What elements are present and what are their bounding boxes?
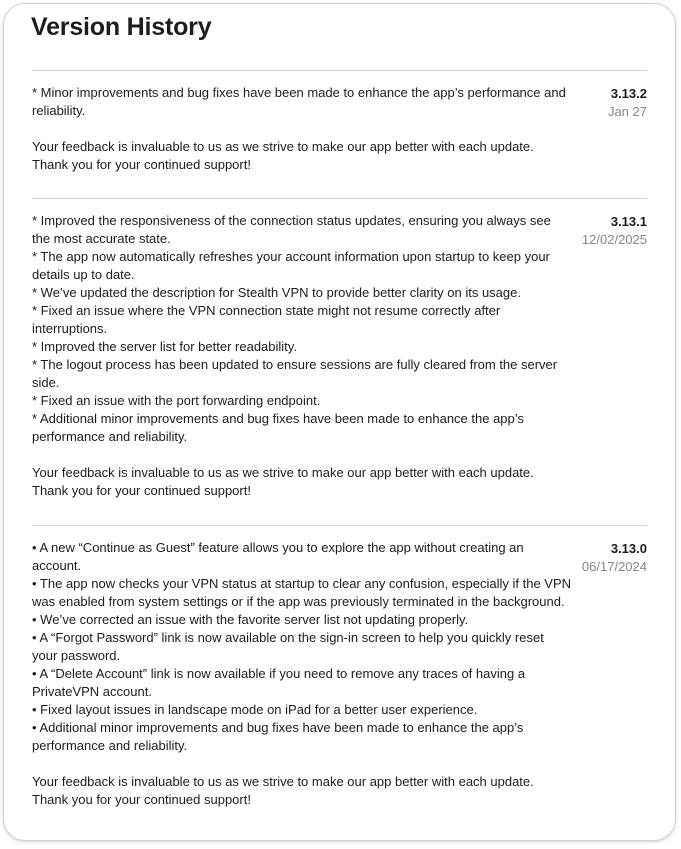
release-date: Jan 27 (607, 104, 647, 119)
note-item: • The app now checks your VPN status at startup to clear any confusion, especially if the VPN was enabled from system settings or if the app was previously terminated in the background. (32, 576, 572, 609)
version-meta (582, 212, 647, 525)
version-entry (32, 525, 647, 849)
note-item: * Fixed an issue with the port forwarding endpoint. (32, 393, 321, 408)
version-entry (32, 198, 647, 525)
note-item: • Additional minor improvements and bug fixes have been made to enhance the app’s performance and reliability. (32, 720, 524, 753)
closing-line: Your feedback is invaluable to us as we strive to make our app better with each update. (32, 465, 534, 480)
note-item: • A “Delete Account” link is now available if you need to remove any traces of having a PrivateVPN account. (32, 666, 526, 699)
note-item: * Minor improvements and bug fixes have been made to enhance the app’s performance and reliability. (32, 85, 566, 118)
note-item: • We’ve corrected an issue with the favorite server list not updating properly. (32, 612, 469, 627)
closing-line: Your feedback is invaluable to us as we strive to make our app better with each update. (32, 139, 534, 154)
release-notes (32, 539, 572, 849)
note-item: • Fixed layout issues in landscape mode on iPad for a better user experience. (32, 702, 478, 717)
page-title: Version History (31, 13, 212, 41)
note-item: * Improved the server list for better readability. (32, 339, 297, 354)
version-number: 3.13.1 (610, 214, 647, 229)
note-item: * We’ve updated the description for Stealth VPN to provide better clarity on its usage. (32, 285, 521, 300)
note-item: * Fixed an issue where the VPN connection state might not resume correctly after interruptions. (32, 303, 501, 336)
version-history-card (3, 3, 676, 841)
closing-line: Your feedback is invaluable to us as we strive to make our app better with each update. (32, 774, 534, 789)
version-number: 3.13.2 (610, 86, 647, 101)
closing-line: Thank you for your continued support! (32, 792, 251, 807)
note-item: • A “Forgot Password” link is now available on the sign-in screen to help you quickly reset your password. (32, 630, 544, 663)
release-notes (32, 84, 572, 198)
version-meta (608, 84, 647, 198)
version-number: 3.13.0 (610, 541, 647, 556)
closing-line: Thank you for your continued support! (32, 483, 251, 498)
version-meta (582, 539, 647, 849)
release-date: 06/17/2024 (581, 559, 647, 574)
note-item: * The app now automatically refreshes your account information upon startup to keep your details up to date. (32, 249, 550, 282)
note-item: * Improved the responsiveness of the connection status updates, ensuring you always see the most accurate state. (32, 213, 551, 246)
note-item: • A new “Continue as Guest” feature allows you to explore the app without creating an account. (32, 540, 524, 573)
version-list (32, 70, 647, 849)
release-date: 12/02/2025 (581, 232, 647, 247)
closing-line: Thank you for your continued support! (32, 157, 251, 172)
release-notes (32, 212, 572, 525)
note-item: * Additional minor improvements and bug fixes have been made to enhance the app’s performance and reliability. (32, 411, 524, 444)
note-item: * The logout process has been updated to ensure sessions are fully cleared from the server side. (32, 357, 558, 390)
version-entry (32, 70, 647, 198)
